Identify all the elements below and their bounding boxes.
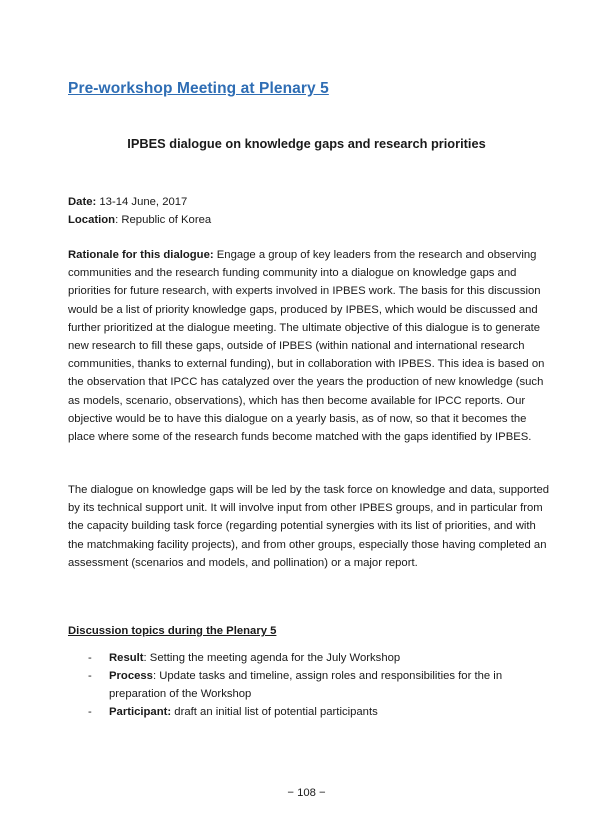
- location-line: [68, 211, 550, 229]
- rationale-text: Engage a group of key leaders from the research and observing communities and the research funding community into a dialogue on knowledge gaps and priorities for future research, with experts involved in IPBES work. The basis for this discussion would be a list of priority knowledge gaps, produced by IPBES, which would be discussed and further prioritized at the dialogue meeting. The ultimate objective of this dialogue is to generate new research to fill these gaps, outside of IPBES (within national and international research communities, thanks to external funding), but in collaboration with IPBES. This idea is based on the observation that IPCC has catalyzed over the years the production of new knowledge (such as models, scenario, observations), which has then become available for IPCC reports. Our objective would be to have this dialogue on a yearly basis, as of now, so that it becomes the place where some of the research funds become matched with the gaps identified by IPBES.: [68, 249, 545, 444]
- item-label: Participant:: [109, 706, 172, 718]
- rationale-paragraph: [68, 246, 550, 446]
- topics-list: [88, 649, 548, 721]
- topics-heading: Discussion topics during the Plenary 5: [68, 625, 277, 637]
- item-text: : Setting the meeting agenda for the July Workshop: [143, 652, 401, 664]
- bullet-dash: -: [88, 706, 92, 718]
- page-number: − 108 −: [287, 787, 326, 799]
- item-label: Process: [109, 670, 153, 682]
- dialogue-paragraph: The dialogue on knowledge gaps will be led by the task force on knowledge and data, supported by its technical support unit. It will involve input from other IPBES groups, and in particular from the capacity building task force (regarding potential synergies with its list of priorities, and with the matchmaking facility projects), and from other groups, especially those having completed an assessment (scenarios and models, and pollination) or a major report.: [68, 484, 550, 569]
- section-heading: Pre-workshop Meeting at Plenary 5: [68, 80, 329, 97]
- location-label: Location: [68, 214, 116, 227]
- date-label: Date:: [68, 196, 97, 208]
- list-item: [88, 703, 548, 721]
- rationale-label: Rationale for this dialogue:: [68, 249, 214, 261]
- bullet-dash: -: [88, 652, 92, 664]
- date-value: 13-14 June, 2017: [96, 196, 188, 208]
- list-item: [88, 649, 548, 667]
- meeting-details: [68, 193, 550, 229]
- bullet-dash: -: [88, 670, 92, 682]
- item-label: Result: [109, 652, 144, 664]
- date-line: [68, 193, 550, 211]
- list-item: [88, 667, 548, 703]
- item-text: draft an initial list of potential participants: [171, 706, 378, 718]
- location-value: : Republic of Korea: [115, 214, 212, 227]
- item-text: : Update tasks and timeline, assign roles and responsibilities for the in preparation of the Workshop: [109, 670, 503, 700]
- document-subtitle: IPBES dialogue on knowledge gaps and research priorities: [127, 136, 486, 151]
